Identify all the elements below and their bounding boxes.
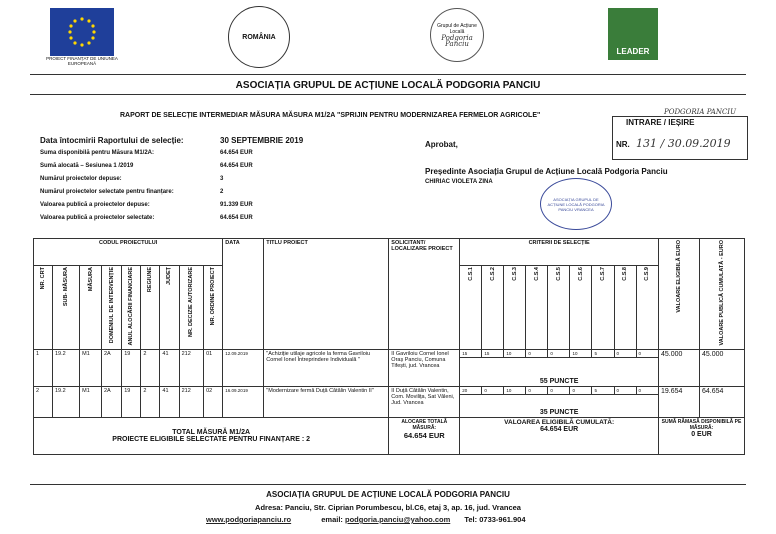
association-title: ASOCIAȚIA GRUPUL DE ACȚIUNE LOCALĂ PODGORIA PANCIU — [235, 80, 541, 91]
email-link[interactable]: podgoria.panciu@yahoo.com — [345, 515, 451, 524]
cell-regiune: 2 — [141, 349, 160, 386]
report-title: RAPORT DE SELECȚIE INTERMEDIAR MĂSURA MĂSURA M1/2A "SPRIJIN PENTRU MODERNIZAREA FERMELOR AGRICOLE" — [120, 112, 541, 119]
code-col-header: NR. ORDINE PROIECT — [204, 265, 223, 349]
cell-score: 5 — [592, 349, 614, 357]
alloc-value: 64.654 EUR — [403, 430, 445, 440]
cell-eligible: 45.000 — [659, 349, 700, 386]
cell-masura: M1 — [80, 349, 102, 386]
code-col-header: NR. DECIZIE AUTORIZARE — [179, 265, 204, 349]
cell-sub: 19.2 — [52, 349, 79, 386]
meta-label-1: Sumă alocată – Sesiunea 1 /2019 — [40, 163, 134, 169]
cell-score: 0 — [636, 349, 658, 357]
cell-title: "Achiziție utilaje agricole la ferma Gavriloiu Cornel Ionel Întreprindere Individuală " — [264, 349, 389, 386]
alloc-label: ALOCARE TOTALĂ MĂSURĂ: — [401, 418, 448, 431]
code-col-header: NR. CRT — [34, 265, 53, 349]
table-row — [34, 386, 745, 394]
col-eligible-header: VALOARE ELIGIBILĂ EURO — [659, 239, 700, 350]
footer-association: ASOCIAȚIA GRUPUL DE ACȚIUNE LOCALĂ PODGORIA PANCIU — [266, 490, 510, 499]
meta-label-2: Numărul proiectelor depuse: — [40, 176, 122, 182]
gal-line1: Grupul de Acțiune Locală — [437, 23, 477, 35]
meta-value-3: 2 — [220, 189, 224, 195]
association-seal — [540, 178, 612, 230]
cell-points: 35 PUNCTE — [460, 394, 659, 417]
alloc-cell — [389, 417, 460, 454]
cell-score: 15 — [460, 349, 482, 357]
footer-contact — [206, 515, 526, 524]
romania-text: ROMÂNIA — [242, 33, 276, 41]
cell-public: 64.654 — [700, 386, 745, 417]
website-link[interactable]: www.podgoriapanciu.ro — [206, 515, 292, 524]
cell-applicant: II Gavriloiu Cornel Ionel Oraș Panciu, Comuna Tifești, jud. Vrancea — [389, 349, 460, 386]
eu-caption: PROIECT FINANȚAT DE UNIUNEA EUROPEANĂ — [46, 56, 118, 66]
group-criteria-header: CRITERII DE SELECȚIE — [460, 239, 659, 266]
header-divider — [30, 74, 746, 75]
leader-logo — [608, 8, 658, 60]
cell-an: 19 — [122, 386, 141, 417]
cell-regiune: 2 — [141, 386, 160, 417]
meta-label-4: Valoarea publică a proiectelor depuse: — [40, 202, 150, 208]
cell-score: 0 — [526, 386, 548, 394]
selection-table — [33, 238, 745, 455]
total-line2: PROIECTE ELIGIBILE SELECTATE PENTRU FINANȚARE : 2 — [112, 435, 310, 443]
seal-text: ASOCIAȚIA GRUPUL DE ACȚIUNE LOCALĂ PODGORIA PANCIU VRANCEA — [547, 196, 605, 212]
criteria-col-header: C.S.2 — [482, 265, 504, 349]
remaining-label: SUMĂ RĂMASĂ DISPONIBILĂ PE MĂSURĂ: — [661, 418, 742, 431]
cell-nr: 1 — [34, 349, 53, 386]
gal-logo — [430, 8, 484, 62]
col-title-header: TITLU PROIECT — [264, 239, 389, 350]
criteria-col-header: C.S.3 — [504, 265, 526, 349]
criteria-col-header: C.S.7 — [592, 265, 614, 349]
cell-score: 15 — [482, 349, 504, 357]
date-value: 30 SEPTEMBRIE 2019 — [220, 136, 304, 145]
col-date-header: DATA — [223, 239, 264, 350]
cell-decizie: 212 — [179, 386, 204, 417]
meta-value-0: 64.654 EUR — [220, 150, 253, 156]
cell-score: 0 — [482, 386, 504, 394]
cell-points: 55 PUNCTE — [460, 357, 659, 386]
remaining-value: 0 EUR — [691, 430, 712, 438]
gal-line2: Podgoria Panciu — [441, 34, 473, 48]
criteria-col-header: C.S.4 — [526, 265, 548, 349]
cell-score: 10 — [504, 349, 526, 357]
remaining-cell — [659, 417, 745, 454]
cell-date: 16.09.2019 — [223, 386, 264, 417]
cell-date: 12.09.2019 — [223, 349, 264, 386]
stamp-handwriting: PODGORIA PANCIU — [664, 108, 736, 116]
criteria-col-header: C.S.8 — [614, 265, 636, 349]
leader-text: LEADER — [616, 47, 650, 56]
cell-score: 20 — [460, 386, 482, 394]
table-row — [34, 349, 745, 357]
cell-public: 45.000 — [700, 349, 745, 386]
meta-label-0: Suma disponibilă pentru Măsura M1/2A: — [40, 150, 155, 156]
cell-ordine: 01 — [204, 349, 223, 386]
phone: Tel: 0733-961.904 — [464, 515, 526, 524]
meta-value-1: 64.654 EUR — [220, 163, 253, 169]
cell-ordine: 02 — [204, 386, 223, 417]
cell-eligible: 19.654 — [659, 386, 700, 417]
code-col-header: ANUL ALOCĂRII FINANCIARE — [122, 265, 141, 349]
cell-masura: M1 — [80, 386, 102, 417]
cell-score: 0 — [614, 386, 636, 394]
president-title: Președinte Asociația Grupul de Acțiune Locală Podgoria Panciu — [425, 167, 668, 176]
stamp-label: INTRARE / IEȘIRE — [626, 118, 695, 127]
cell-score: 10 — [504, 386, 526, 394]
criteria-col-header: C.S.9 — [636, 265, 658, 349]
cell-title: "Modernizare fermă Duță Cătălin Valentin II" — [264, 386, 389, 417]
meta-value-4: 91.339 EUR — [220, 202, 253, 208]
code-col-header: REGIUNE — [141, 265, 160, 349]
cell-an: 19 — [122, 349, 141, 386]
meta-label-5: Valoarea publică a proiectelor selectate: — [40, 215, 155, 221]
date-label: Data întocmirii Raportului de selecție: — [40, 136, 184, 145]
code-col-header: MĂSURA — [80, 265, 102, 349]
cumul-label: VALOAREA ELIGIBILĂ CUMULATĂ: — [504, 418, 615, 426]
cell-score: 0 — [548, 349, 570, 357]
stamp-nr-label: NR. — [616, 140, 630, 149]
totals-row — [34, 417, 745, 454]
cell-score: 0 — [526, 349, 548, 357]
president-name: CHIRIAC VIOLETA ZINA — [425, 179, 493, 185]
meta-label-3: Numărul proiectelor selectate pentru finanțare: — [40, 189, 174, 195]
meta-value-5: 64.654 EUR — [220, 215, 253, 221]
cell-domeniu: 2A — [101, 349, 121, 386]
col-applicant-header: SOLICITANT/ LOCALIZARE PROIECT — [389, 239, 460, 350]
cell-decizie: 212 — [179, 349, 204, 386]
eu-stars-icon — [60, 14, 104, 50]
cell-judet: 41 — [160, 386, 179, 417]
footer-divider — [30, 484, 746, 485]
stamp-nr-value: 131 / 30.09.2019 — [636, 137, 731, 150]
email-label: email: — [321, 515, 343, 524]
criteria-col-header: C.S.6 — [570, 265, 592, 349]
meta-value-2: 3 — [220, 176, 224, 182]
col-public-header: VALOARE PUBLICĂ CUMULATĂ - EURO — [700, 239, 745, 350]
cell-domeniu: 2A — [101, 386, 121, 417]
cell-sub: 19.2 — [52, 386, 79, 417]
cell-judet: 41 — [160, 349, 179, 386]
approved-label: Aprobat, — [425, 140, 458, 149]
criteria-col-header: C.S.5 — [548, 265, 570, 349]
cell-score: 0 — [548, 386, 570, 394]
cell-score: 10 — [570, 349, 592, 357]
cell-score: 0 — [570, 386, 592, 394]
code-col-header: DOMENIUL DE INTERVENȚIE — [101, 265, 121, 349]
cumul-cell — [460, 417, 659, 454]
cell-nr: 2 — [34, 386, 53, 417]
code-col-header: SUB- MĂSURA — [52, 265, 79, 349]
cell-score: 5 — [592, 386, 614, 394]
footer-address: Adresa: Panciu, Str. Ciprian Porumbescu, bl.C6, etaj 3, ap. 16, jud. Vrancea — [255, 503, 521, 512]
eu-flag-logo — [50, 8, 114, 56]
cell-score: 0 — [614, 349, 636, 357]
criteria-col-header: C.S.1 — [460, 265, 482, 349]
romania-coat-of-arms-logo — [228, 6, 290, 68]
header-divider-bottom — [30, 94, 746, 95]
cell-applicant: II Duță Cătălin Valentin, Com. Movilița, Sat Văleni, Jud. Vrancea — [389, 386, 460, 417]
code-col-header: JUDEȚ — [160, 265, 179, 349]
cumul-value: 64.654 EUR — [540, 425, 579, 433]
totals-cell — [34, 417, 389, 454]
cell-score: 0 — [636, 386, 658, 394]
group-code-header: CODUL PROIECTULUI — [34, 239, 223, 266]
total-line1: TOTAL MĂSURĂ M1/2A — [172, 428, 251, 436]
